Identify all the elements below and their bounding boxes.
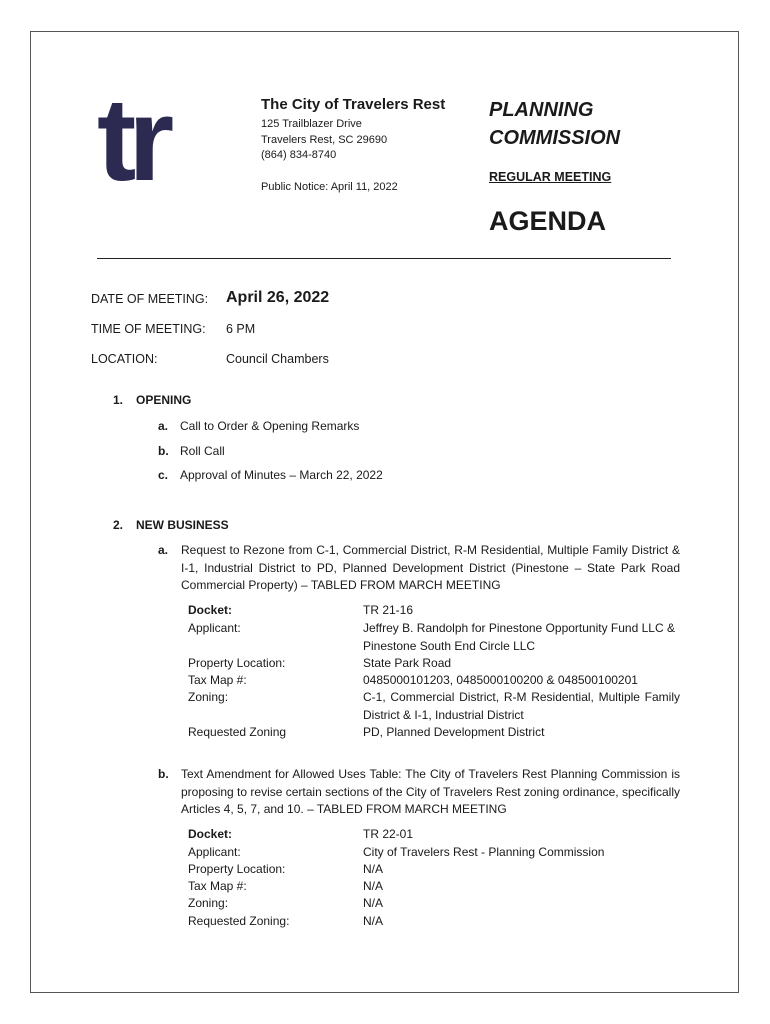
taxmap-value: N/A: [363, 879, 384, 893]
zoning-value: C-1, Commercial District, R-M Residential, Multiple Family District & I-1, Industrial District: [363, 690, 680, 722]
header-divider: [97, 258, 671, 259]
property-label: Property Location:: [188, 862, 286, 876]
address-line-2: Travelers Rest, SC 29690: [261, 133, 388, 146]
zoning-label: Zoning:: [188, 896, 229, 910]
agenda-item: [158, 419, 359, 433]
item-b-text: Text Amendment for Allowed Uses Table: The City of Travelers Rest Planning Commission is proposing to revise certain sections of the City of Travelers Rest zoning ordinance, specifically Articles 4, 5, 7, and 10. – TABLED FROM MARCH MEETING: [181, 767, 680, 816]
item-b-letter-wrap: [158, 767, 180, 781]
property-value: N/A: [363, 862, 384, 876]
zoning-value: N/A: [363, 896, 384, 910]
property-value: State Park Road: [363, 656, 452, 670]
property-label: Property Location:: [188, 656, 286, 670]
meeting-type: REGULAR MEETING: [489, 170, 612, 184]
docket-label: Docket:: [188, 603, 233, 617]
taxmap-value: 0485000101203, 0485000100200 & 048500100201: [363, 673, 638, 687]
item-letter: a.: [158, 419, 169, 433]
title-line-2: COMMISSION: [489, 127, 621, 149]
requested-zoning-value: N/A: [363, 914, 384, 928]
address-line-1: 125 Trailblazer Drive: [261, 118, 362, 130]
taxmap-label: Tax Map #:: [188, 879, 247, 893]
commission-title: [489, 96, 620, 152]
phone-number: (864) 834-8740: [261, 149, 337, 161]
item-a-text: Request to Rezone from C-1, Commercial District, R-M Residential, Multiple Family District & I-1, Industrial District to PD, Planned Development District (Pinestone – State Park Road Commercial Property) – TABLED FROM MARCH MEETING: [181, 543, 680, 592]
section-number: 1.: [113, 393, 124, 407]
section-number: 2.: [113, 518, 124, 532]
docket-value: TR 21-16: [363, 603, 414, 617]
item-a-letter-wrap: [158, 543, 180, 557]
item-text: Approval of Minutes – March 22, 2022: [180, 468, 383, 482]
requested-zoning-value: PD, Planned Development District: [363, 725, 545, 739]
docket-label: Docket:: [188, 827, 233, 841]
org-name: The City of Travelers Rest: [261, 96, 446, 113]
applicant-value: Jeffrey B. Randolph for Pinestone Opportunity Fund LLC & Pinestone South End Circle LLC: [363, 621, 675, 653]
applicant-value: City of Travelers Rest - Planning Commission: [363, 845, 605, 859]
applicant-label: Applicant:: [188, 621, 241, 635]
meeting-location: Council Chambers: [226, 352, 329, 366]
meeting-date: April 26, 2022: [226, 289, 330, 306]
city-logo: tr: [97, 74, 167, 206]
applicant-label: Applicant:: [188, 845, 241, 859]
agenda-item: [158, 444, 225, 458]
section-title: OPENING: [136, 393, 192, 407]
section-new-business: [113, 518, 229, 532]
item-text: Roll Call: [180, 444, 225, 458]
location-label: LOCATION:: [91, 352, 158, 366]
meeting-time: 6 PM: [226, 322, 256, 336]
requested-zoning-label: Requested Zoning: [188, 725, 287, 739]
item-letter: b.: [158, 444, 169, 458]
item-letter: c.: [158, 468, 169, 482]
section-title: NEW BUSINESS: [136, 518, 229, 532]
agenda-heading: AGENDA: [489, 206, 607, 236]
item-letter: a.: [158, 543, 169, 557]
item-letter: b.: [158, 767, 169, 781]
time-label: TIME OF MEETING:: [91, 322, 206, 336]
item-text: Call to Order & Opening Remarks: [180, 419, 360, 433]
zoning-label: Zoning:: [188, 690, 229, 704]
org-address: [261, 117, 387, 164]
requested-zoning-label: Requested Zoning:: [188, 914, 290, 928]
section-opening: [113, 393, 191, 407]
agenda-item: [158, 468, 383, 482]
date-label: DATE OF MEETING:: [91, 292, 209, 306]
taxmap-label: Tax Map #:: [188, 673, 247, 687]
public-notice: Public Notice: April 11, 2022: [261, 181, 398, 193]
title-line-1: PLANNING: [489, 99, 594, 121]
docket-value: TR 22-01: [363, 827, 414, 841]
